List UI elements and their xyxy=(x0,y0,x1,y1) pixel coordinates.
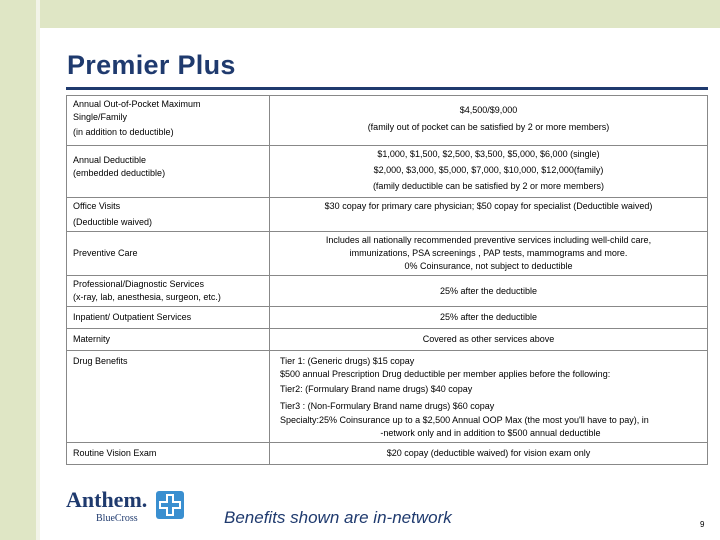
row-label xyxy=(67,96,270,146)
label-line: Annual Out-of-Pocket Maximum xyxy=(73,99,201,109)
title-divider xyxy=(66,87,708,90)
value-line: $1,000, $1,500, $2,500, $3,500, $5,000, $6,000 (single) xyxy=(377,149,600,159)
decorative-left-bar xyxy=(0,0,36,540)
row-label xyxy=(67,329,270,351)
row-label xyxy=(67,198,270,232)
value-line: $500 annual Prescription Drug deductible per member applies before the following: xyxy=(280,369,611,380)
row-label xyxy=(67,307,270,329)
value-line: Covered as other services above xyxy=(422,334,555,345)
table-row xyxy=(67,146,708,198)
value-line: -network only and in addition to $500 annual deductible xyxy=(380,427,601,438)
value-line: (family deductible can be satisfied by 2 or more members) xyxy=(372,181,605,192)
logo-subtitle: BlueCross xyxy=(96,513,138,524)
page-number: 9 xyxy=(700,520,705,529)
value-line: Tier3 : (Non-Formulary Brand name drugs) $60 copay xyxy=(280,401,495,412)
label-line: Professional/Diagnostic Services xyxy=(73,279,205,290)
label-line: Annual Deductible xyxy=(73,155,147,165)
anthem-bluecross-logo xyxy=(66,485,206,525)
decorative-top-bar xyxy=(40,0,720,28)
value-line: Specialty:25% Coinsurance up to a $2,500 Annual OOP Max (the most you'll have to pay), in xyxy=(280,414,649,425)
value-line: Tier2: (Formulary Brand name drugs) $40 copay xyxy=(280,384,473,395)
label-line: Office Visits xyxy=(73,201,121,211)
label-line: Routine Vision Exam xyxy=(73,448,157,459)
row-value xyxy=(270,329,708,351)
row-label xyxy=(67,232,270,276)
value-line: 25% after the deductible xyxy=(439,312,538,323)
row-value xyxy=(270,198,708,232)
value-line: 25% after the deductible xyxy=(439,285,538,296)
table-row xyxy=(67,443,708,465)
row-value xyxy=(270,96,708,146)
value-line: $20 copay (deductible waived) for vision exam only xyxy=(386,448,591,459)
value-line: Tier 1: (Generic drugs) $15 copay xyxy=(280,356,415,367)
network-footnote: Benefits shown are in-network xyxy=(224,508,452,527)
row-value xyxy=(270,351,708,443)
label-line: Maternity xyxy=(73,334,111,345)
row-value xyxy=(270,443,708,465)
table-row xyxy=(67,307,708,329)
label-line: Single/Family xyxy=(73,112,128,123)
logo-wordmark: Anthem. xyxy=(66,487,148,512)
row-label xyxy=(67,146,270,198)
table-row xyxy=(67,329,708,351)
row-value xyxy=(270,232,708,276)
benefits-table xyxy=(66,95,708,465)
label-line: (in addition to deductible) xyxy=(73,127,174,138)
label-line: (x-ray, lab, anesthesia, surgeon, etc.) xyxy=(73,292,221,303)
value-line: immunizations, PSA screenings , PAP tests, mammograms and more. xyxy=(349,248,628,259)
table-row xyxy=(67,96,708,146)
value-line: 0% Coinsurance, not subject to deductible xyxy=(404,261,573,272)
value-line: Includes all nationally recommended preventive services including well-child care, xyxy=(325,235,652,246)
value-line: (family out of pocket can be satisfied by 2 or more members) xyxy=(367,122,610,133)
label-line: (embedded deductible) xyxy=(73,168,166,179)
row-label xyxy=(67,443,270,465)
page-title: Premier Plus xyxy=(67,50,236,80)
table-row xyxy=(67,276,708,307)
value-line: $4,500/$9,000 xyxy=(459,105,518,115)
anthem-logo-graphic xyxy=(66,485,206,525)
table-row xyxy=(67,198,708,232)
row-label xyxy=(67,276,270,307)
label-line: Preventive Care xyxy=(73,248,138,259)
row-value xyxy=(270,307,708,329)
table-row xyxy=(67,232,708,276)
label-line: (Deductible waived) xyxy=(73,217,153,228)
label-line: Drug Benefits xyxy=(73,356,128,367)
blue-cross-icon xyxy=(156,491,184,519)
row-value xyxy=(270,276,708,307)
label-line: Inpatient/ Outpatient Services xyxy=(73,312,192,323)
value-line: $2,000, $3,000, $5,000, $7,000, $10,000, $12,000(family) xyxy=(373,165,604,176)
row-label xyxy=(67,351,270,443)
decorative-left-stripe xyxy=(36,0,40,540)
table-row xyxy=(67,351,708,443)
row-value xyxy=(270,146,708,198)
value-line: $30 copay for primary care physician; $50 copay for specialist (Deductible waived) xyxy=(324,201,653,211)
